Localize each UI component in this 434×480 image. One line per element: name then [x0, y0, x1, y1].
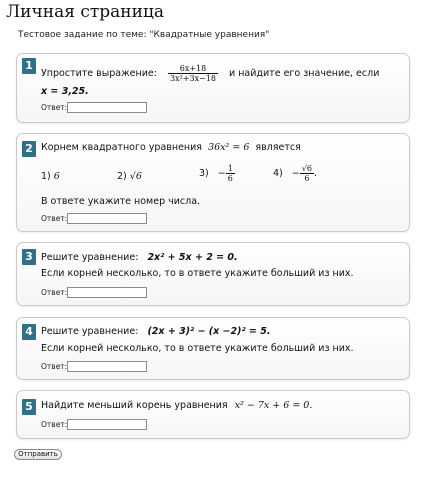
- task-prefix: Решите уравнение:: [41, 252, 139, 263]
- task-equation: 36x² = 6: [208, 142, 250, 153]
- task-number-badge: 4: [22, 324, 36, 340]
- task-card-4: [16, 317, 410, 380]
- task-prefix: Корнем квадратного уравнения: [41, 142, 203, 153]
- answer-input-2[interactable]: [67, 213, 147, 224]
- task-suffix: и найдите его значение, если: [229, 68, 380, 79]
- task-number-badge: 2: [22, 141, 36, 157]
- option-4: 4) − $\frac{√6}{6}$ .: [273, 164, 317, 183]
- answer-input-4[interactable]: [67, 361, 147, 372]
- task-question: [41, 64, 379, 83]
- task-note: Если корней несколько, то в ответе укажите больший из них.: [41, 343, 354, 354]
- answer-label: Ответ:: [41, 362, 68, 371]
- task-number-badge: 5: [22, 399, 36, 415]
- answer-input-3[interactable]: [67, 287, 147, 298]
- option-4-fraction: $\frac{√6}{6}$: [301, 164, 312, 183]
- answer-input-5[interactable]: [67, 419, 147, 430]
- task-card-2: [16, 133, 410, 232]
- page-title: Личная страница: [6, 2, 165, 22]
- task-equation: (2x + 3)² − (x −2)² = 5.: [147, 326, 271, 337]
- option-3-fraction: $\frac{1}{6}$: [227, 164, 233, 183]
- fraction-denominator: 3x²+3x−18: [170, 74, 216, 83]
- task-number-badge: 3: [22, 249, 36, 265]
- option-1: 1) 6: [41, 171, 60, 182]
- answer-label: Ответ:: [41, 214, 68, 223]
- task-condition: x = 3,25.: [41, 86, 89, 97]
- answer-input-1[interactable]: [67, 102, 147, 113]
- test-subtitle: Тестовое задание по теме: "Квадратные уравнения": [18, 30, 270, 40]
- option-2: 2) √6: [117, 171, 142, 182]
- option-3: 3) − $\frac{1}{6}$: [199, 164, 233, 183]
- expression-fraction: [168, 64, 218, 83]
- task-prefix: Упростите выражение:: [41, 68, 157, 79]
- submit-button[interactable]: Отправить: [14, 449, 62, 460]
- task-suffix: является: [255, 142, 301, 153]
- task-card-1: [16, 53, 410, 123]
- task-note: Если корней несколько, то в ответе укажите больший из них.: [41, 268, 354, 279]
- task-question: [41, 400, 312, 411]
- task-card-5: [16, 390, 410, 439]
- task-equation: 2x² + 5x + 2 = 0.: [147, 252, 238, 263]
- task-card-3: [16, 242, 410, 306]
- task-equation: x² − 7x + 6 = 0.: [234, 400, 313, 411]
- fraction-numerator: 6x+18: [168, 64, 218, 74]
- task-question: [41, 326, 270, 337]
- task-question: [41, 142, 301, 153]
- task-instruction: В ответе укажите номер числа.: [41, 196, 201, 207]
- task-prefix: Найдите меньший корень уравнения: [41, 400, 228, 411]
- answer-label: Ответ:: [41, 420, 68, 429]
- task-number-badge: 1: [22, 58, 36, 74]
- answer-label: Ответ:: [41, 288, 68, 297]
- task-prefix: Решите уравнение:: [41, 326, 139, 337]
- answer-label: Ответ:: [41, 103, 68, 112]
- task-question: [41, 252, 238, 263]
